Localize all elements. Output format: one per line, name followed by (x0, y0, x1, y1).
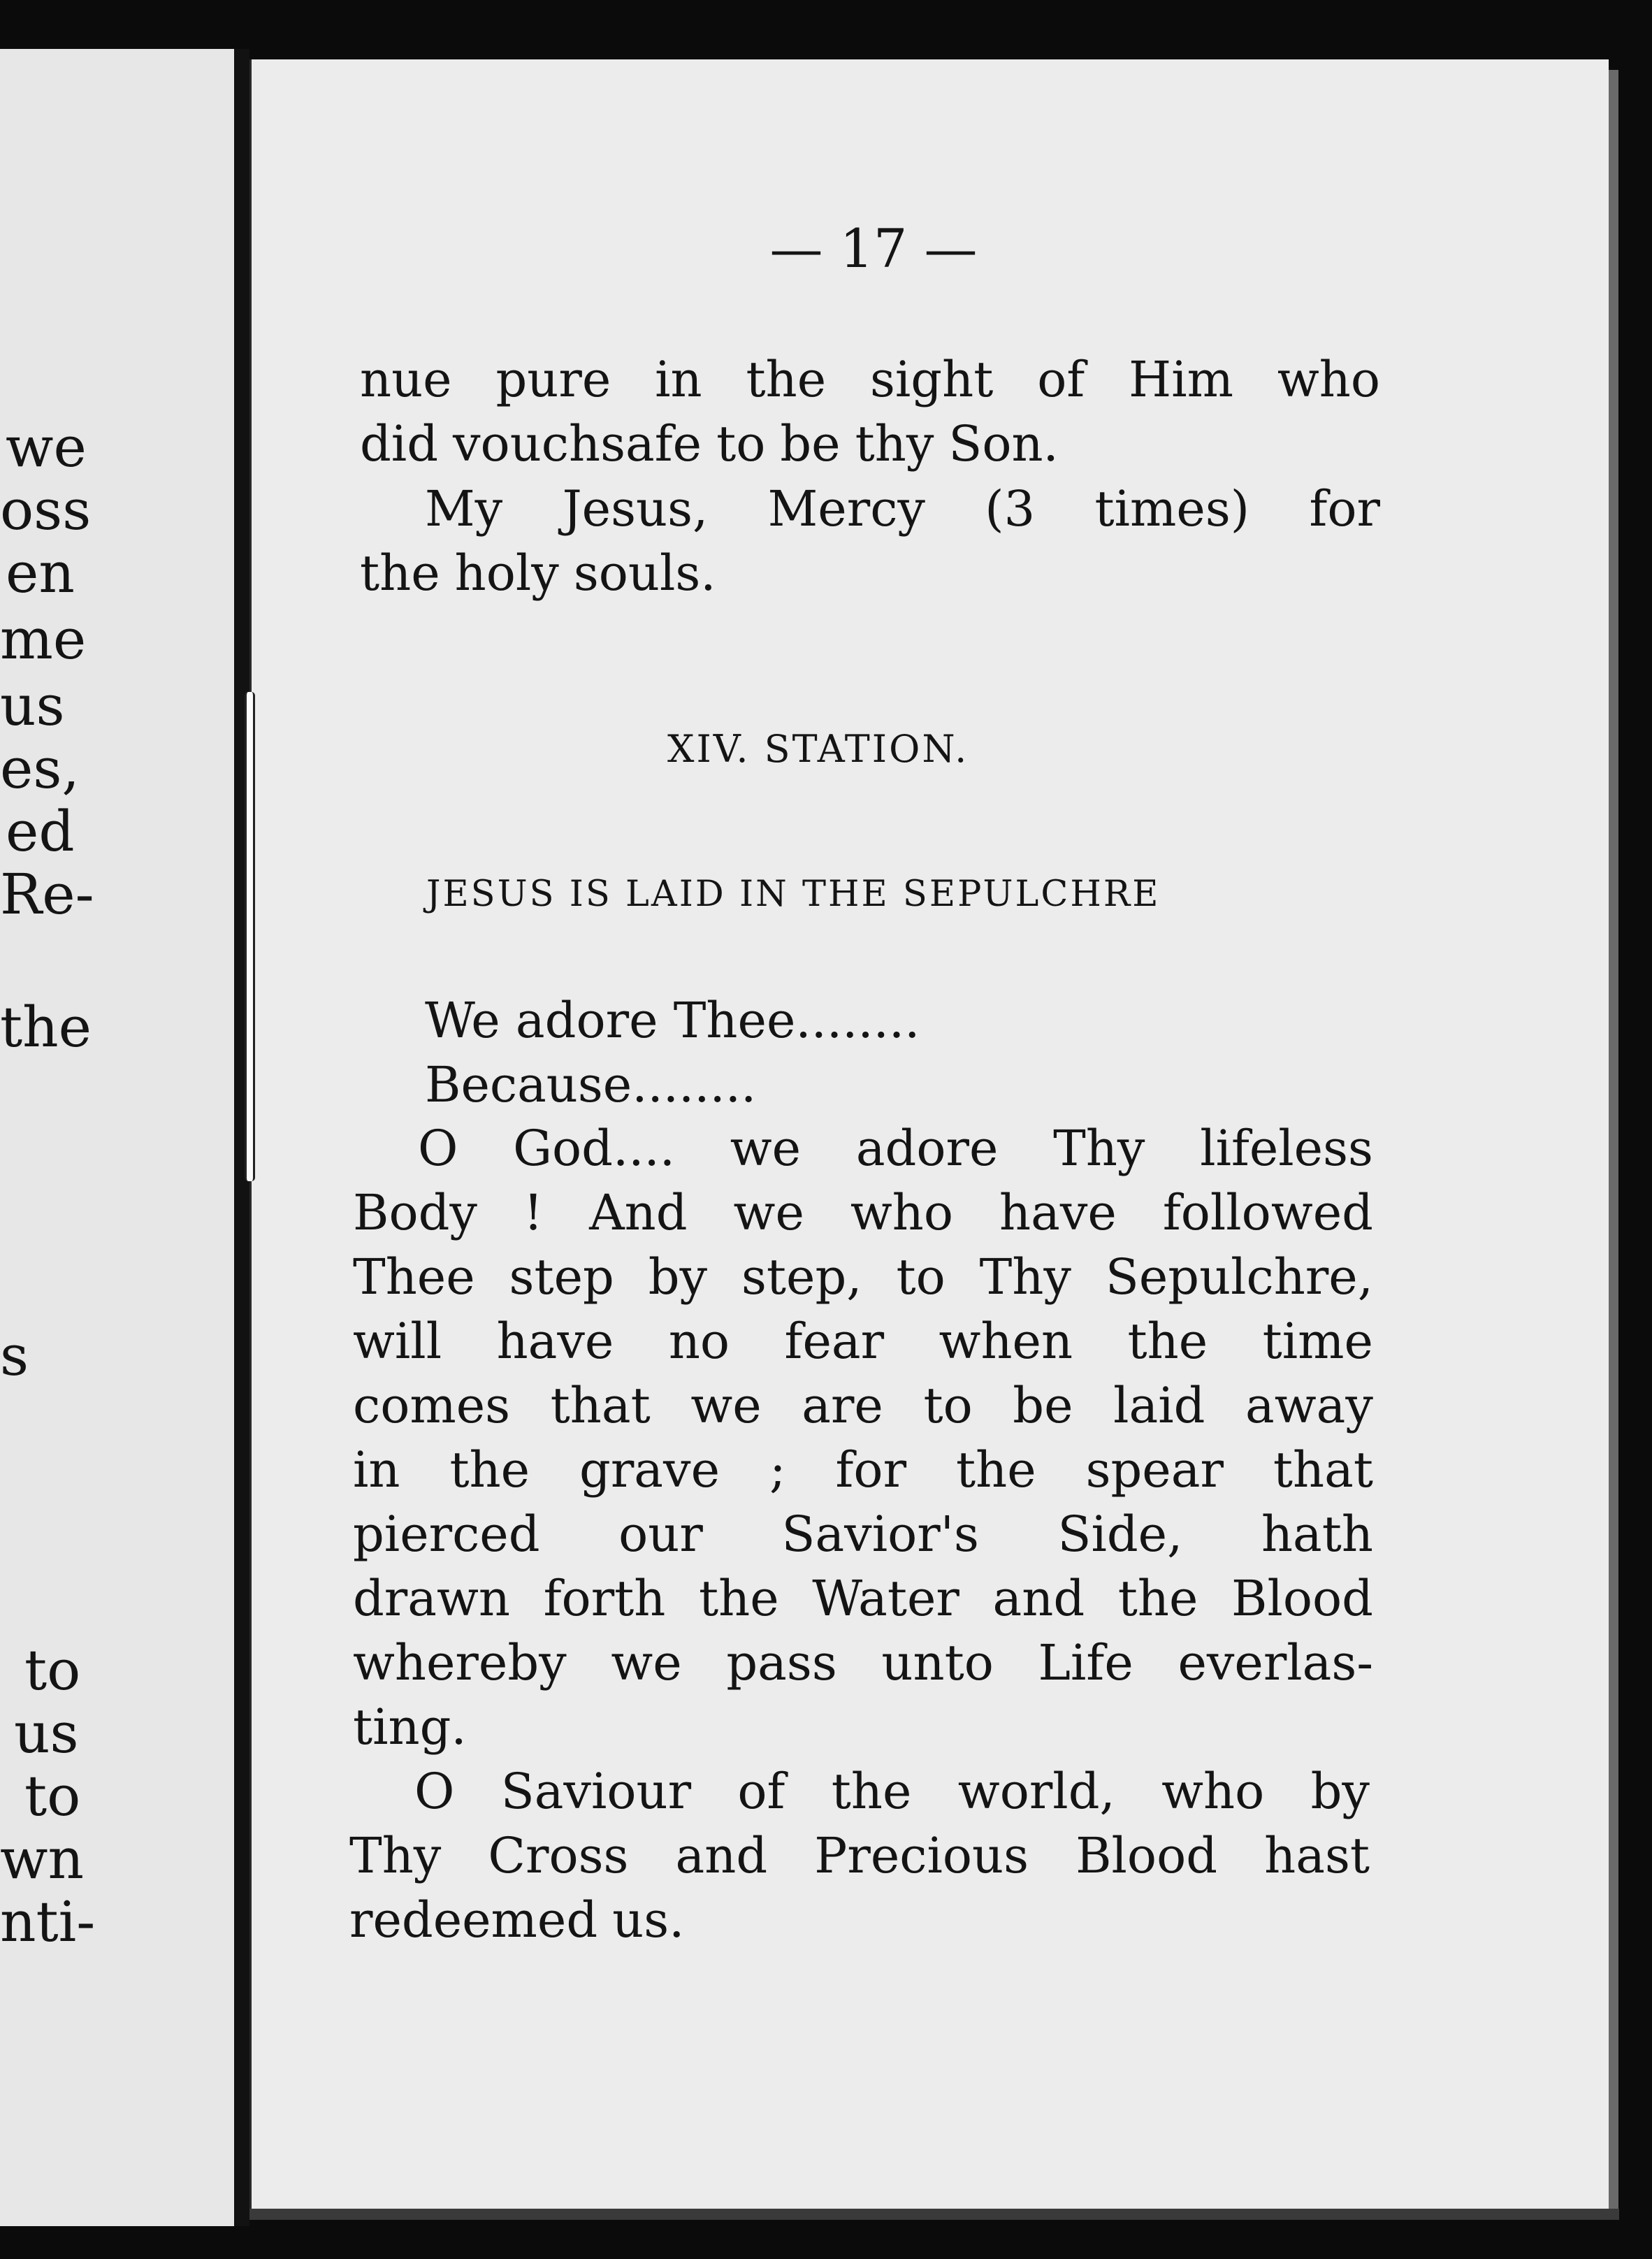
word: in (353, 1441, 400, 1499)
left-fragment: me (0, 607, 87, 672)
word: O (414, 1763, 455, 1820)
text-line (360, 415, 1380, 472)
left-fragment: to (24, 1763, 81, 1828)
text-line (418, 1120, 1373, 1177)
word: hast (1264, 1827, 1370, 1884)
word: forth (543, 1570, 666, 1627)
word: followed (1162, 1184, 1373, 1241)
word: us. (612, 1891, 685, 1949)
page-number: — 17 — (769, 217, 978, 280)
word: to (896, 1248, 945, 1306)
word: time (1262, 1313, 1373, 1370)
word: the (1127, 1313, 1208, 1370)
page-edge (1609, 70, 1618, 2209)
word: Blood (1075, 1827, 1218, 1884)
word: Saviour (500, 1763, 692, 1820)
word: we (733, 1184, 804, 1241)
word: drawn (353, 1570, 511, 1627)
word: Water (812, 1570, 959, 1627)
word: world, (957, 1763, 1115, 1820)
left-fragment: us (14, 1701, 79, 1766)
word: to (923, 1377, 973, 1434)
word: everlas- (1178, 1634, 1373, 1691)
word: ! (523, 1184, 544, 1241)
word: whereby (353, 1634, 567, 1691)
word: who (850, 1184, 954, 1241)
word: Sepulchre, (1105, 1248, 1373, 1306)
word: by (648, 1248, 708, 1306)
word: Cross (488, 1827, 629, 1884)
word: we (730, 1120, 802, 1177)
text-line (353, 1698, 1373, 1756)
left-fragment: wn (0, 1826, 84, 1891)
previous-page-fragment (0, 49, 234, 2226)
adoration-line: We adore Thee........ (425, 992, 920, 1049)
left-fragment: en (6, 540, 75, 605)
word: no (668, 1313, 730, 1370)
word: be (1013, 1377, 1073, 1434)
word: of (737, 1763, 785, 1820)
left-fragment: the (0, 995, 92, 1060)
word: when (939, 1313, 1073, 1370)
word: who (1161, 1763, 1265, 1820)
text-line (353, 1377, 1373, 1434)
word: step (509, 1248, 614, 1306)
word: to (716, 415, 766, 472)
word: spear (1085, 1441, 1224, 1499)
word: that (550, 1377, 651, 1434)
word: My (425, 480, 503, 537)
station-heading: XIV. STATION. (667, 727, 969, 771)
text-line (353, 1506, 1373, 1563)
word: and (675, 1827, 768, 1884)
word: O (418, 1120, 458, 1177)
word: times) (1094, 480, 1250, 537)
station-title: JESUS IS LAID IN THE SEPULCHRE (426, 874, 1161, 915)
word: the (360, 544, 440, 602)
word: Thee (353, 1248, 475, 1306)
text-line (360, 544, 1380, 602)
word: of (1037, 351, 1085, 408)
binding-thread (245, 692, 255, 1181)
word: our (618, 1506, 703, 1563)
word: who (1277, 351, 1380, 408)
left-fragment: s (0, 1323, 29, 1388)
word: Savior's (781, 1506, 979, 1563)
word: the (955, 1441, 1036, 1499)
word: the (831, 1763, 912, 1820)
text-line (353, 1570, 1373, 1627)
word: God.... (513, 1120, 675, 1177)
word: in (655, 351, 702, 408)
text-line (353, 1184, 1373, 1241)
word: have (496, 1313, 614, 1370)
word: pass (726, 1634, 837, 1691)
word: will (353, 1313, 442, 1370)
word: adore (855, 1120, 999, 1177)
word: Thy (349, 1827, 442, 1884)
word: holy (454, 544, 559, 602)
page-shadow (249, 2209, 1619, 2220)
word: away (1245, 1377, 1373, 1434)
left-fragment: us (0, 673, 65, 738)
word: step, (741, 1248, 862, 1306)
word: Him (1129, 351, 1233, 408)
left-fragment: oss (0, 477, 92, 542)
word: that (1273, 1441, 1373, 1499)
word: the (1117, 1570, 1198, 1627)
word: laid (1113, 1377, 1205, 1434)
word: Jesus, (562, 480, 709, 537)
left-fragment: ed (6, 799, 75, 864)
word: hath (1261, 1506, 1373, 1563)
word: lifeless (1200, 1120, 1373, 1177)
word: (3 (985, 480, 1036, 537)
text-line (353, 1441, 1373, 1499)
word: Thy (1053, 1120, 1145, 1177)
word: we (611, 1634, 682, 1691)
word: nue (360, 351, 452, 408)
word: sight (870, 351, 994, 408)
word: thy (855, 415, 934, 472)
word: Son. (948, 415, 1059, 472)
word: comes (353, 1377, 511, 1434)
word: Blood (1231, 1570, 1373, 1627)
word: and (992, 1570, 1085, 1627)
text-line (349, 1891, 1370, 1949)
left-fragment: to (24, 1638, 81, 1703)
text-line (353, 1634, 1373, 1691)
word: did (360, 415, 439, 472)
word: unto (881, 1634, 994, 1691)
word: we (690, 1377, 762, 1434)
word: pierced (353, 1506, 540, 1563)
left-fragment: es, (0, 736, 80, 801)
word: Body (353, 1184, 477, 1241)
word: souls. (573, 544, 716, 602)
word: by (1310, 1763, 1370, 1820)
word: fear (784, 1313, 885, 1370)
word: Mercy (767, 480, 925, 537)
word: the (699, 1570, 779, 1627)
text-line (425, 480, 1380, 537)
text-line (360, 351, 1380, 408)
word: vouchsafe (453, 415, 702, 472)
word: the (746, 351, 827, 408)
word: Precious (814, 1827, 1029, 1884)
word: ting. (353, 1698, 467, 1756)
left-fragment: we (6, 414, 87, 479)
word: Thy (979, 1248, 1071, 1306)
word: Life (1038, 1634, 1133, 1691)
text-line (349, 1827, 1370, 1884)
left-fragment: nti- (0, 1889, 96, 1954)
left-fragment: Re- (0, 862, 94, 927)
text-line (353, 1313, 1373, 1370)
word: ; (769, 1441, 786, 1499)
word: pure (495, 351, 611, 408)
word: for (835, 1441, 907, 1499)
word: the (449, 1441, 530, 1499)
word: for (1309, 480, 1380, 537)
word: redeemed (349, 1891, 598, 1949)
text-line (353, 1248, 1373, 1306)
text-line (414, 1763, 1370, 1820)
word: be (780, 415, 841, 472)
because-line: Because........ (425, 1056, 757, 1113)
word: grave (579, 1441, 720, 1499)
word: have (999, 1184, 1117, 1241)
word: Side, (1057, 1506, 1183, 1563)
word: And (589, 1184, 688, 1241)
word: are (802, 1377, 883, 1434)
